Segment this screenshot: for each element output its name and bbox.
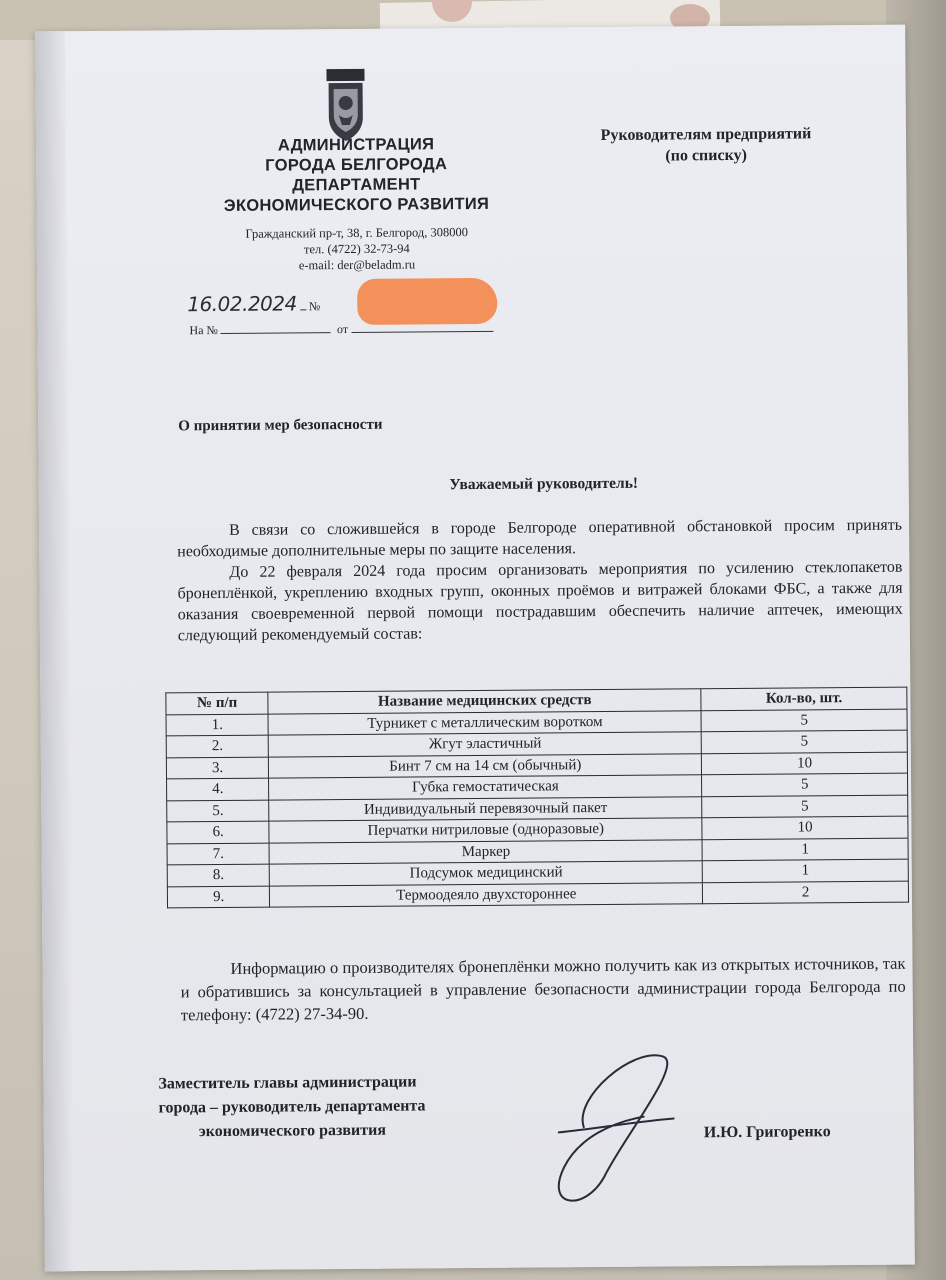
- cell-number: 9.: [167, 886, 270, 908]
- page-shadow: [35, 31, 75, 1271]
- signer-title: [158, 1070, 519, 1145]
- ref-label: На №: [189, 323, 219, 338]
- cell-item: Маркер: [269, 839, 702, 864]
- letter-greeting: Уважаемый руководитель!: [449, 474, 639, 494]
- paragraph: Информацию о производителях бронеплёнки можно получить как из открытых источников, так и обратившись за консультацией в управление безопасности администрации города Белгорода по телефону: (4722) 27-34-90.: [180, 953, 906, 1025]
- cell-qty: 5: [701, 730, 907, 753]
- reference-line: [189, 320, 509, 339]
- cell-item: Бинт 7 см на 14 см (обычный): [269, 753, 702, 778]
- org-line: ДЕПАРТАМЕНТ: [292, 175, 421, 195]
- org-line: ЭКОНОМИЧЕСКОГО РАЗВИТИЯ: [223, 194, 490, 215]
- signer-name: И.Ю. Григоренко: [703, 1123, 831, 1142]
- cell-qty: 10: [702, 752, 908, 775]
- email-line: e-mail: der@beladm.ru: [298, 257, 416, 273]
- recipient-block: [556, 123, 856, 167]
- cell-qty: 1: [702, 859, 908, 882]
- table-row: [167, 881, 908, 908]
- signer-title-line: Заместитель главы администрации: [158, 1073, 417, 1093]
- ref-blank: [221, 321, 331, 334]
- underline: [300, 298, 306, 310]
- cell-number: 6.: [167, 821, 270, 843]
- letter-body: [177, 515, 903, 647]
- org-line: АДМИНИСТРАЦИЯ: [277, 135, 435, 155]
- recipient-line: Руководителям предприятий: [600, 125, 812, 144]
- cell-number: 5.: [167, 800, 270, 822]
- signer-title-line: города – руководитель департамента: [158, 1097, 426, 1117]
- info-paragraph: [180, 952, 906, 1027]
- paragraph: В связи со сложившейся в городе Белгороде оперативной обстановкой просим принять необходимые дополнительные меры по защите населения.: [177, 516, 903, 561]
- cell-number: 2.: [166, 735, 269, 757]
- cell-item: Губка гемостатическая: [269, 775, 702, 800]
- cell-number: 4.: [167, 778, 270, 800]
- column-header: № п/п: [166, 692, 269, 714]
- redaction-mark: [357, 278, 497, 325]
- cell-number: 3.: [166, 757, 269, 779]
- cell-qty: 1: [702, 838, 908, 861]
- cell-qty: 2: [703, 881, 909, 904]
- column-header: Название медицинских средств: [268, 689, 701, 714]
- first-aid-kit-table: [165, 687, 909, 909]
- organization-address: [207, 224, 507, 274]
- cell-item: Жгут эластичный: [269, 732, 702, 757]
- cell-qty: 5: [702, 773, 908, 796]
- cell-item: Подсумок медицинский: [270, 861, 703, 886]
- cell-item: Индивидуальный перевязочный пакет: [269, 796, 702, 821]
- paragraph: До 22 февраля 2024 года просим организовать мероприятия по усилению стеклопакетов бронеплёнкой, укреплению входных групп, оконных проёмов и витражей блоками ФБС, а также для оказания своевременной первой помощи пострадавшим обеспечить наличие аптечек, имеющих следующий рекомендуемый состав:: [177, 558, 903, 645]
- number-label: №: [308, 299, 321, 314]
- phone-line: тел. (4722) 32-73-94: [303, 241, 410, 257]
- from-blank: [351, 320, 493, 333]
- address-line: Гражданский пр-т, 38, г. Белгород, 308000: [245, 225, 469, 241]
- handwritten-date: 16.02.2024: [187, 291, 297, 317]
- cell-number: 7.: [167, 843, 270, 865]
- cell-qty: 5: [701, 709, 907, 732]
- recipient-note: (по списку): [665, 146, 747, 165]
- cell-number: 1.: [166, 714, 269, 736]
- handwritten-signature: [513, 1036, 694, 1217]
- letter-subject: О принятии мер безопасности: [178, 416, 383, 435]
- cell-qty: 5: [702, 795, 908, 818]
- signer-title-line: экономического развития: [198, 1121, 387, 1141]
- cell-item: Перчатки нитриловые (одноразовые): [269, 818, 702, 843]
- cell-item: Термоодеяло двухстороннее: [270, 882, 703, 907]
- cell-number: 8.: [167, 864, 270, 886]
- cell-item: Турникет с металлическим воротком: [268, 710, 701, 735]
- column-header: Кол-во, шт.: [701, 687, 907, 710]
- cell-qty: 10: [702, 816, 908, 839]
- from-label: от: [336, 321, 349, 337]
- organization-name: [206, 134, 507, 216]
- org-line: ГОРОДА БЕЛГОРОДА: [265, 155, 448, 175]
- letter-page: [35, 25, 915, 1272]
